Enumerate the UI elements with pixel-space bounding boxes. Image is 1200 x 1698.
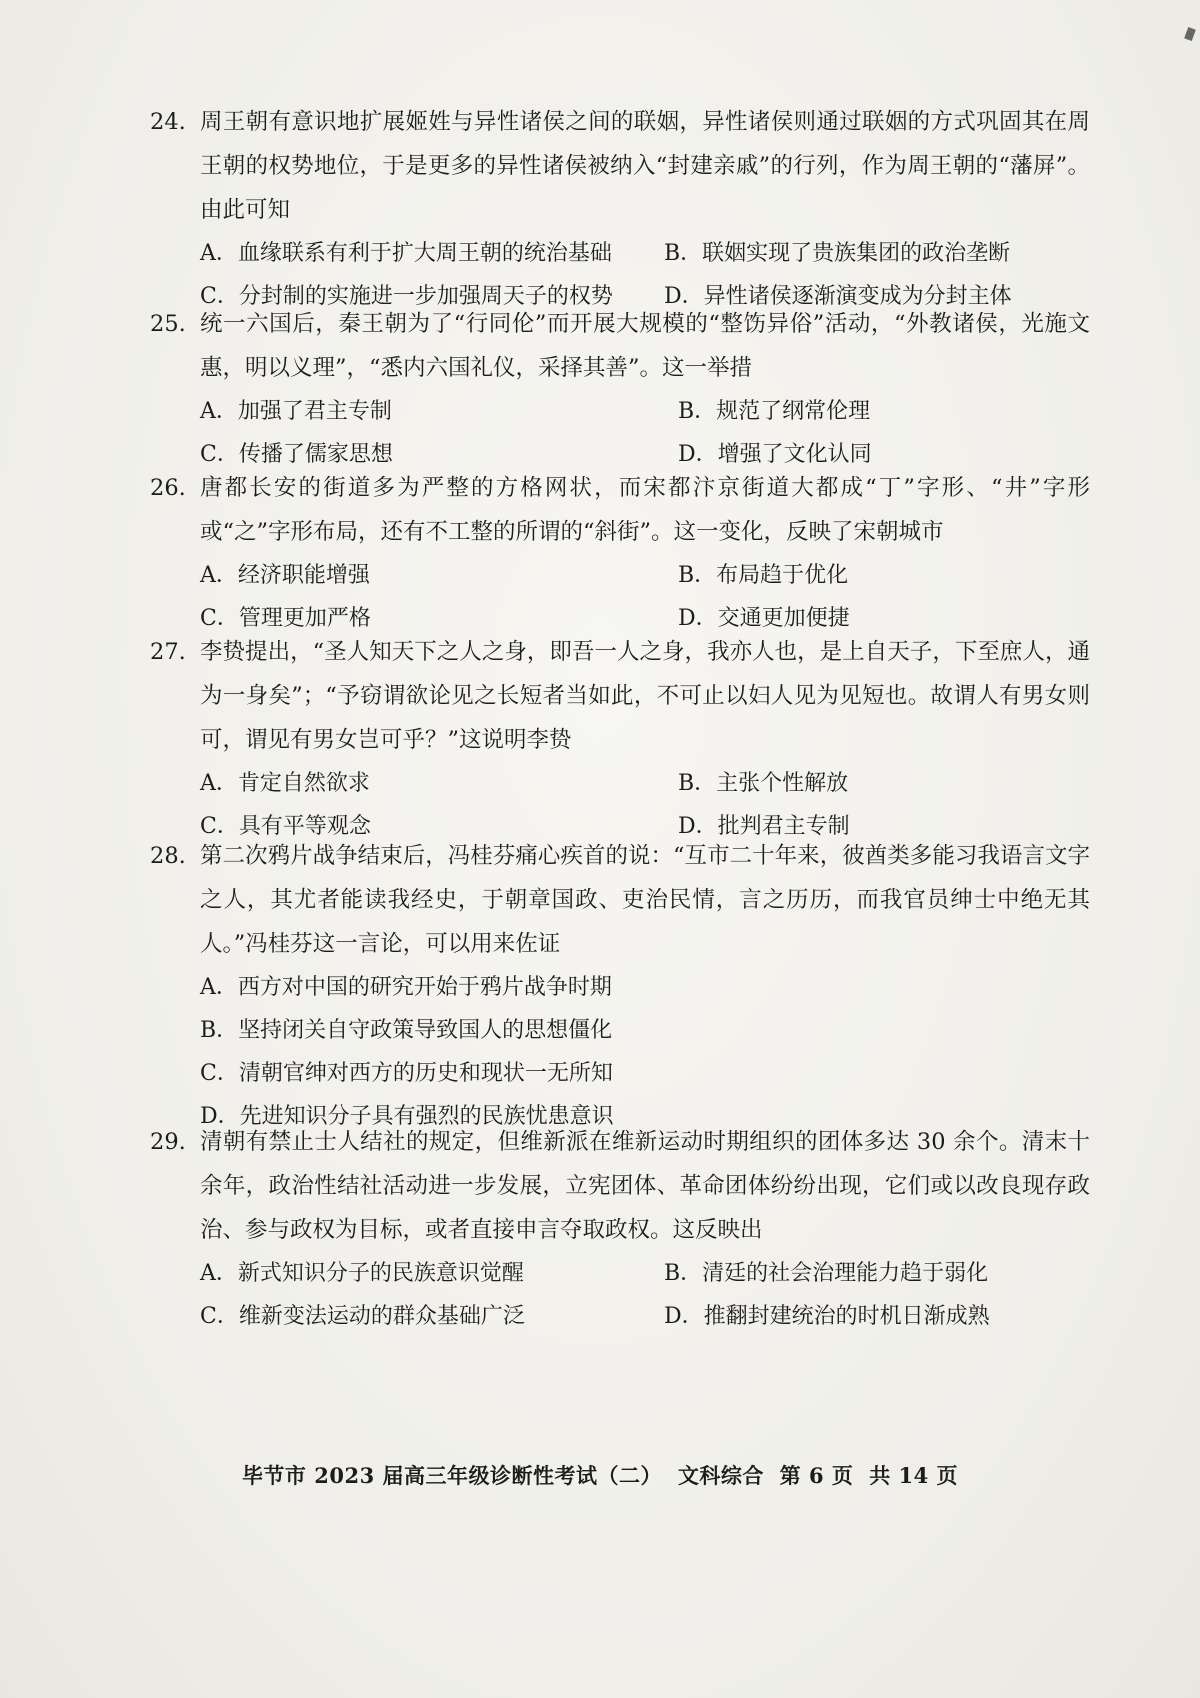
option-d: D．异性诸侯逐渐演变成为分封主体: [664, 284, 1012, 309]
option-d: D．交通更加便捷: [678, 606, 850, 631]
footer-total-pages: 共 14 页: [869, 1463, 959, 1488]
question-number: 29.: [150, 1129, 186, 1155]
footer-subject: 文科综合: [677, 1463, 764, 1488]
question-stem: 清朝有禁止士人结社的规定，但维新派在维新运动时期组织的团体多达 30 余个。清末十余年，政治性结社活动进一步发展，立宪团体、革命团体纷纷出现，它们或以改良现存政治、参与政权为目标，或者直接申言夺取政权。这反映出: [200, 1129, 1090, 1243]
question-number: 25.: [150, 311, 186, 337]
question-number: 24.: [150, 109, 186, 135]
question-24: [150, 100, 1090, 318]
option-row: [200, 1252, 1090, 1295]
option-b: B．主张个性解放: [678, 771, 849, 796]
option-d: D．增强了文化认同: [678, 442, 872, 467]
footer-page-number: 第 6 页: [779, 1463, 854, 1488]
question-25: [150, 302, 1090, 476]
option-a: A．经济职能增强: [200, 563, 370, 588]
option-row: [200, 232, 1090, 275]
option-row: [200, 1295, 1090, 1338]
question-number: 28.: [150, 843, 186, 869]
question-stem: 李贽提出，“圣人知天下之人之身，即吾一人之身，我亦人也，是上自天子，下至庶人，通为一身矣”；“予窃谓欲论见之长短者当如此，不可止以妇人见为见短也。故谓人有男女则可，谓见有男女岂可乎？”这说明李贽: [200, 639, 1090, 753]
option-c: C．具有平等观念: [200, 814, 371, 839]
footer-exam-title: 毕节市 2023 届高三年级诊断性考试（二）: [241, 1463, 663, 1488]
question-28: [150, 834, 1090, 1138]
question-26: [150, 466, 1090, 640]
option-row: [200, 554, 1090, 597]
option-b: B．布局趋于优化: [678, 563, 849, 588]
scan-mark: [1184, 27, 1196, 41]
option-c: C．管理更加严格: [200, 606, 371, 631]
option-b: B．规范了纲常伦理: [678, 399, 871, 424]
question-number: 27.: [150, 639, 186, 665]
option-a: A．新式知识分子的民族意识觉醒: [200, 1261, 524, 1286]
option-a: A．血缘联系有利于扩大周王朝的统治基础: [200, 241, 612, 266]
option-row: [200, 762, 1090, 805]
option-a: A．西方对中国的研究开始于鸦片战争时期: [200, 975, 612, 1000]
option-c: C．维新变法运动的群众基础广泛: [200, 1304, 525, 1329]
question-27: [150, 630, 1090, 848]
question-stem: 周王朝有意识地扩展姬姓与异性诸侯之间的联姻，异性诸侯则通过联姻的方式巩固其在周王朝的权势地位，于是更多的异性诸侯被纳入“封建亲戚”的行列，作为周王朝的“藩屏”。由此可知: [200, 109, 1090, 223]
question-29: [150, 1120, 1090, 1338]
option-c: C．清朝官绅对西方的历史和现状一无所知: [200, 1061, 613, 1086]
question-number: 26.: [150, 475, 186, 501]
option-a: A．加强了君主专制: [200, 399, 392, 424]
option-d: D．批判君主专制: [678, 814, 850, 839]
option-c: C．传播了儒家思想: [200, 442, 393, 467]
option-d: D．先进知识分子具有强烈的民族忧患意识: [200, 1104, 614, 1129]
option-d: D．推翻封建统治的时机日渐成熟: [664, 1304, 990, 1329]
option-b: B．坚持闭关自守政策导致国人的思想僵化: [200, 1018, 613, 1043]
question-stem: 唐都长安的街道多为严整的方格网状，而宋都汴京街道大都成“丁”字形、“井”字形或“之”字形布局，还有不工整的所谓的“斜街”。这一变化，反映了宋朝城市: [200, 475, 1090, 545]
option-b: B．清廷的社会治理能力趋于弱化: [664, 1261, 989, 1286]
option-row: [200, 390, 1090, 433]
question-stem: 第二次鸦片战争结束后，冯桂芬痛心疾首的说：“互市二十年来，彼酋类多能习我语言文字之人，其尤者能读我经史，于朝章国政、吏治民情，言之历历，而我官员绅士中绝无其人。”冯桂芬这一言论，可以用来佐证: [200, 843, 1090, 957]
page-footer: [0, 1460, 1200, 1490]
question-stem: 统一六国后，秦王朝为了“行同伦”而开展大规模的“整饬异俗”活动，“外教诸侯，光施文惠，明以义理”，“悉内六国礼仪，采择其善”。这一举措: [200, 311, 1090, 381]
option-b: B．联姻实现了贵族集团的政治垄断: [664, 241, 1011, 266]
option-a: A．肯定自然欲求: [200, 771, 370, 796]
option-c: C．分封制的实施进一步加强周天子的权势: [200, 284, 613, 309]
